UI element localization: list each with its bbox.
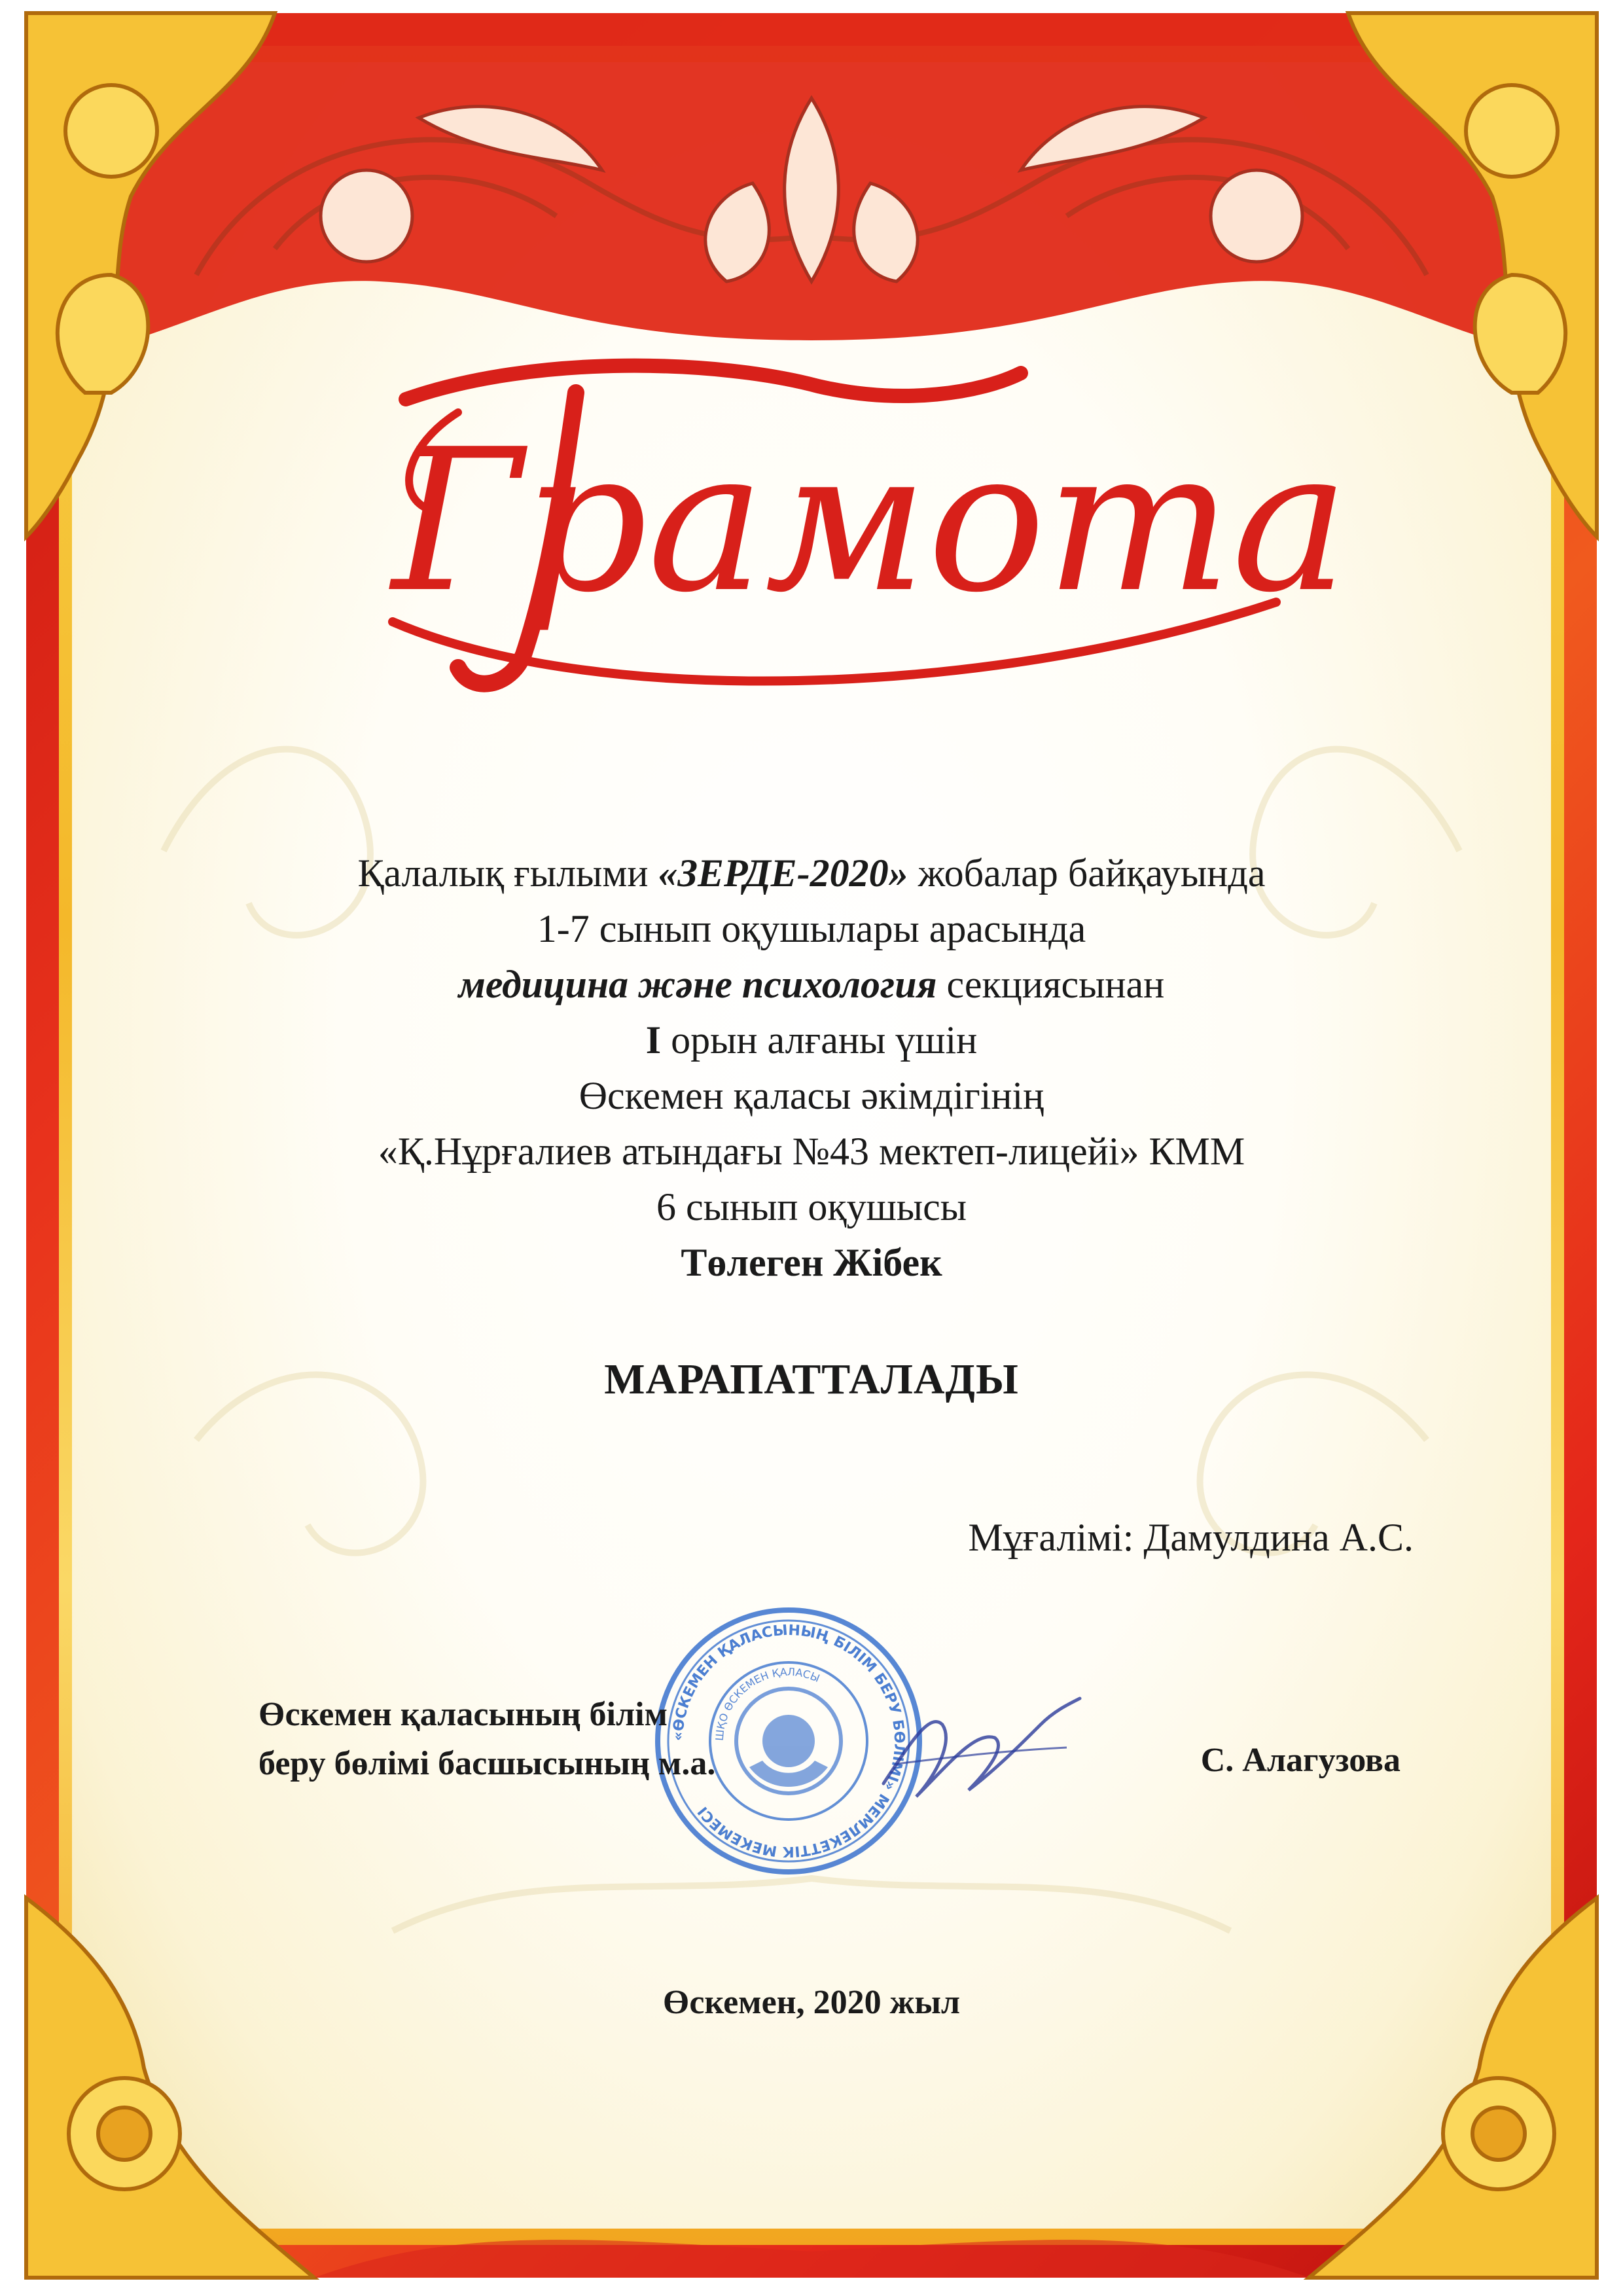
contest-name: «ЗЕРДЕ-2020» bbox=[658, 852, 908, 895]
title-text: Грамота bbox=[391, 407, 1349, 636]
teacher-line: Мұғалімі: Дамулдина А.С. bbox=[968, 1516, 1414, 1559]
contest-outro: жобалар байқауында bbox=[908, 852, 1266, 895]
signer-title-line1: Өскемен қаласының білім bbox=[259, 1696, 668, 1733]
grade-line: 6 сынып оқушысы bbox=[656, 1185, 967, 1229]
section-name: медицина және психология bbox=[458, 963, 937, 1006]
signer-title-line2: беру бөлімі басшысының м.а. bbox=[259, 1745, 716, 1782]
section-line bbox=[0, 962, 1623, 1007]
place-and-year: Өскемен, 2020 жыл bbox=[662, 1984, 961, 2021]
signature bbox=[870, 1685, 1093, 1816]
akimat-line: Өскемен қаласы әкімдігінің bbox=[579, 1074, 1044, 1117]
place-line bbox=[0, 1018, 1623, 1063]
stamp-inner-text: ШҚО ӨСКЕМЕН ҚАЛАСЫ bbox=[713, 1665, 822, 1742]
contest-intro: Қалалық ғылыми bbox=[357, 852, 658, 895]
recipient-name: Төлеген Жібек bbox=[681, 1241, 942, 1284]
contest-line bbox=[0, 851, 1623, 896]
place-number: I bbox=[645, 1018, 662, 1062]
section-suffix: секциясынан bbox=[936, 963, 1165, 1006]
stamp-outer-text: «ӨСКЕМЕН ҚАЛАСЫНЫҢ БІЛІМ БЕРУ БӨЛІМІ» МЕМЛЕКЕТТІК МЕКЕМЕСІ bbox=[669, 1622, 908, 1860]
certificate-title bbox=[0, 314, 1623, 720]
grade-range-line: 1-7 сынып оқушылары арасында bbox=[537, 907, 1086, 950]
award-heading: МАРАПАТТАЛАДЫ bbox=[604, 1355, 1019, 1403]
place-suffix: орын алғаны үшін bbox=[661, 1018, 978, 1062]
school-line: «Қ.Нұрғалиев атындағы №43 мектеп-лицейі» КММ bbox=[378, 1130, 1245, 1173]
signer-name: С. Алагузова bbox=[1200, 1742, 1400, 1779]
